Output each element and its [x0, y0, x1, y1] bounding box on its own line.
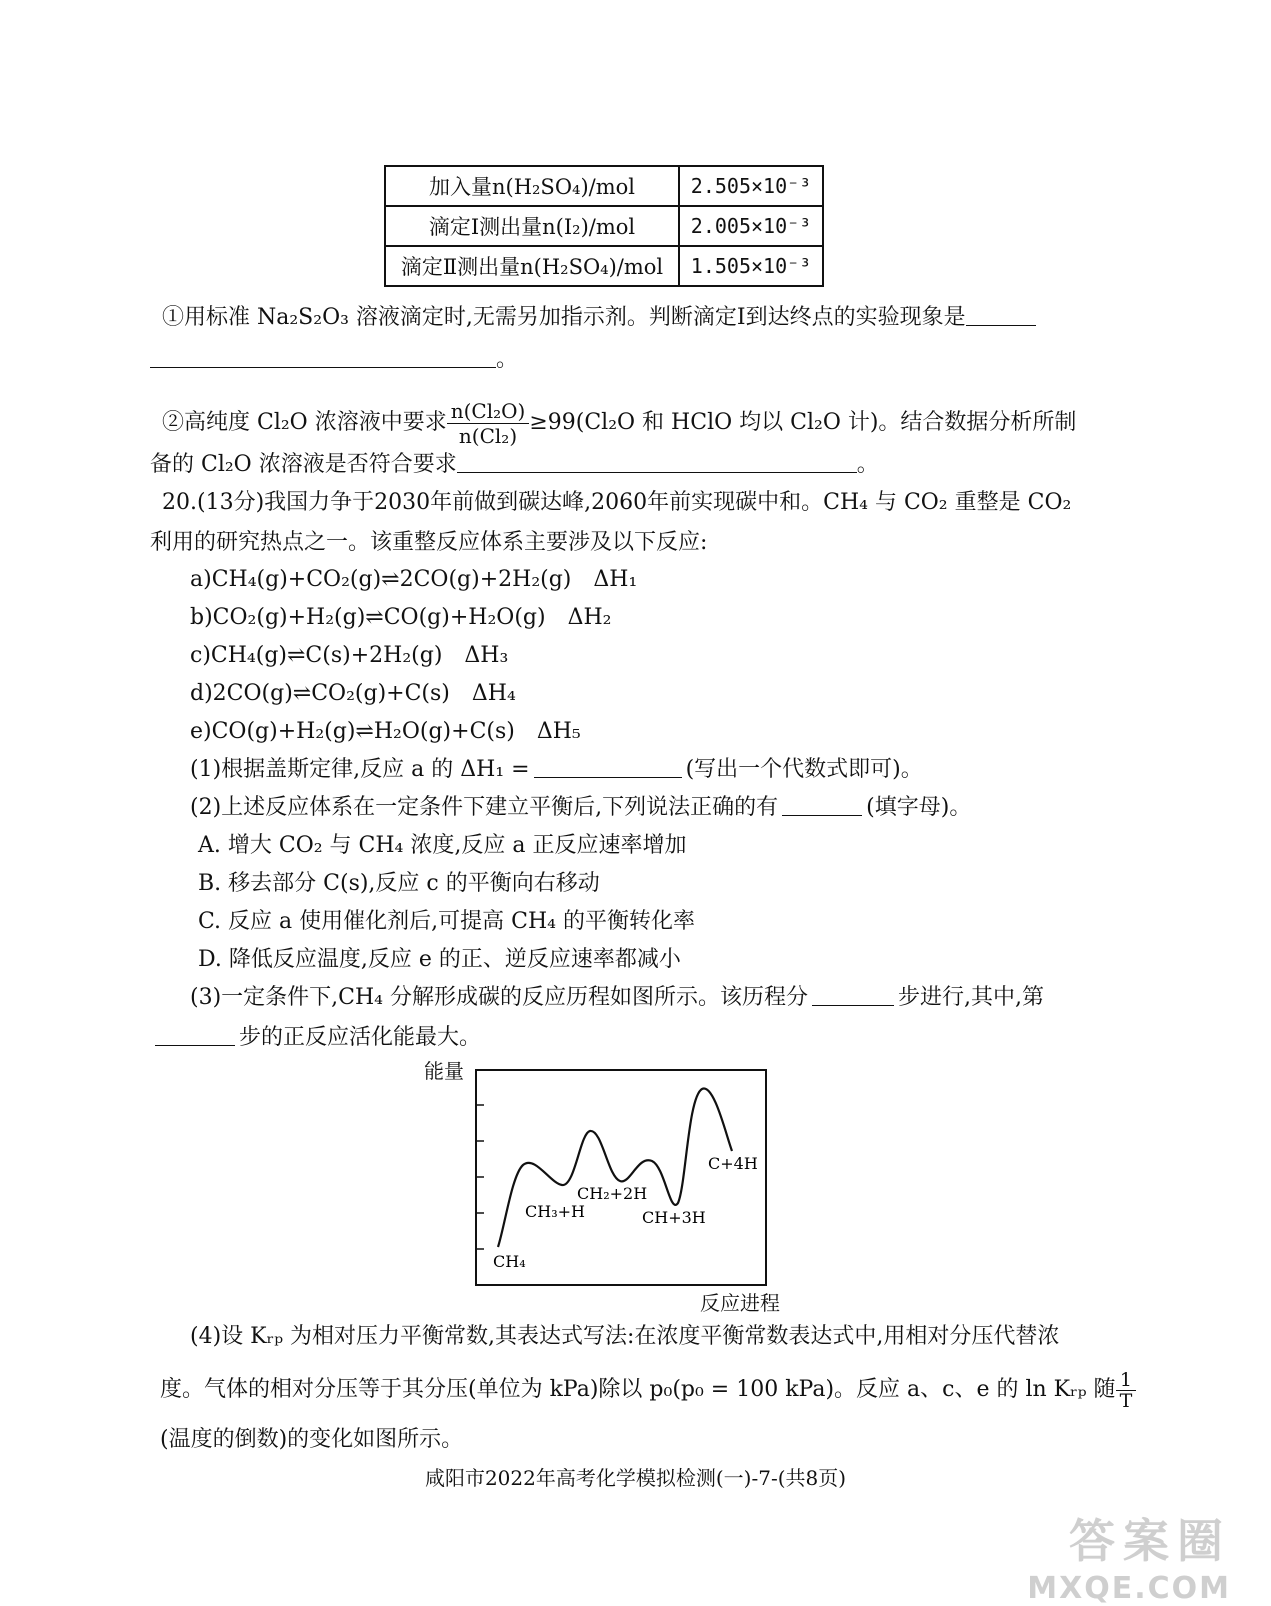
table-cell-value: 2.505×10⁻³ [679, 166, 823, 206]
q20-sub3-text-b: 步进行,其中,第 [898, 985, 1044, 1010]
period: 。 [496, 347, 519, 372]
q19-part2 [162, 398, 1076, 448]
label-ch3-h: CH₃+H [525, 1202, 585, 1221]
q20-sub2-text-b: (填字母)。 [866, 795, 972, 820]
q20-sub1-text-b: (写出一个代数式即可)。 [685, 757, 923, 782]
q19-part1 [162, 303, 1036, 333]
q20-sub2 [190, 793, 971, 823]
q20-sub4-line2 [160, 1368, 1136, 1412]
watermark-url: MXQE.COM [1027, 1571, 1231, 1606]
q19-part2-text-b: ≥99(Cl₂O 和 HClO 均以 Cl₂O 计)。结合数据分析所制 [529, 410, 1077, 435]
q20-intro-line2: 利用的研究热点之一。该重整反应体系主要涉及以下反应: [150, 530, 708, 555]
watermark-text: 答案圈 [1069, 1514, 1231, 1568]
data-table [384, 165, 824, 287]
reaction-d: d)2CO(g)⇌CO₂(g)+C(s) ΔH₄ [190, 681, 516, 706]
answer-blank[interactable] [812, 983, 894, 1006]
q20-sub4-line1: (4)设 Kᵣₚ 为相对压力平衡常数,其表达式写法:在浓度平衡常数表达式中,用相对分压代替浓 [190, 1324, 1060, 1349]
answer-blank[interactable] [782, 793, 862, 816]
q20-sub4-text-b: 度。气体的相对分压等于其分压(单位为 kPa)除以 p₀(p₀ = 100 kPa)。反应 a、c、e 的 ln Kᵣₚ 随 [160, 1377, 1116, 1402]
fraction-numerator: n(Cl₂O) [447, 399, 530, 424]
option-a: A. 增大 CO₂ 与 CH₄ 浓度,反应 a 正反应速率增加 [198, 833, 687, 858]
label-ch2-2h: CH₂+2H [577, 1184, 648, 1203]
label-c-4h: C+4H [708, 1154, 758, 1173]
label-ch-3h: CH+3H [642, 1208, 706, 1227]
inverse-temperature-fraction [1116, 1370, 1137, 1411]
answer-blank[interactable] [150, 345, 496, 368]
watermark-logo [1027, 1505, 1231, 1606]
q19-part2-cont [150, 450, 879, 480]
q19-part1-cont [150, 345, 518, 375]
option-b: B. 移去部分 C(s),反应 c 的平衡向右移动 [198, 871, 600, 896]
table-cell-label: 加入量n(H₂SO₄)/mol [385, 166, 679, 206]
table-cell-value: 2.005×10⁻³ [679, 206, 823, 246]
period: 。 [856, 452, 879, 477]
diagram-x-label: 反应进程 [700, 1291, 780, 1315]
answer-blank[interactable] [457, 450, 857, 473]
q20-sub3-text-c: 步的正反应活化能最大。 [239, 1025, 482, 1050]
q19-part2-text-c: 备的 Cl₂O 浓溶液是否符合要求 [150, 452, 457, 477]
table-cell-label: 滴定Ⅱ测出量n(H₂SO₄)/mol [385, 246, 679, 286]
reaction-b: b)CO₂(g)+H₂(g)⇌CO(g)+H₂O(g) ΔH₂ [190, 605, 612, 630]
fraction-denominator: n(Cl₂) [458, 423, 518, 448]
fraction-numerator: 1 [1116, 1370, 1137, 1391]
table-cell-value: 1.505×10⁻³ [679, 246, 823, 286]
table-row [385, 206, 823, 246]
option-c: C. 反应 a 使用催化剂后,可提高 CH₄ 的平衡转化率 [198, 909, 695, 934]
table-row [385, 246, 823, 286]
answer-blank[interactable] [966, 303, 1036, 326]
option-d: D. 降低反应温度,反应 e 的正、逆反应速率都减小 [198, 947, 681, 972]
table-row [385, 166, 823, 206]
label-ch4: CH₄ [493, 1252, 526, 1271]
energy-diagram [380, 1055, 820, 1315]
reaction-e: e)CO(g)+H₂(g)⇌H₂O(g)+C(s) ΔH₅ [190, 719, 581, 744]
fraction-denominator: T [1119, 1389, 1133, 1412]
ratio-fraction [447, 399, 530, 448]
reaction-c: c)CH₄(g)⇌C(s)+2H₂(g) ΔH₃ [190, 643, 509, 668]
q20-sub3 [190, 983, 1044, 1013]
energy-diagram-svg [380, 1055, 820, 1315]
q20-sub3-cont [155, 1023, 481, 1053]
q19-part2-text-a: ②高纯度 Cl₂O 浓溶液中要求 [162, 410, 447, 435]
q19-part1-text: ①用标准 Na₂S₂O₃ 溶液滴定时,无需另加指示剂。判断滴定Ⅰ到达终点的实验现象是 [162, 305, 966, 330]
answer-blank[interactable] [155, 1023, 235, 1046]
table-cell-label: 滴定Ⅰ测出量n(I₂)/mol [385, 206, 679, 246]
answer-blank[interactable] [534, 755, 682, 778]
q20-sub2-text-a: (2)上述反应体系在一定条件下建立平衡后,下列说法正确的有 [190, 795, 779, 820]
q20-sub4-line3: (温度的倒数)的变化如图所示。 [160, 1427, 464, 1452]
q20-sub1 [190, 755, 923, 785]
page-footer: 咸阳市2022年高考化学模拟检测(一)-7-(共8页) [424, 1466, 847, 1490]
q20-sub1-text-a: (1)根据盖斯定律,反应 a 的 ΔH₁ = [190, 757, 530, 782]
q20-intro-line1: 20.(13分)我国力争于2030年前做到碳达峰,2060年前实现碳中和。CH₄ 与 CO₂ 重整是 CO₂ [162, 490, 1072, 515]
reaction-a: a)CH₄(g)+CO₂(g)⇌2CO(g)+2H₂(g) ΔH₁ [190, 567, 638, 592]
diagram-y-label: 能量 [424, 1059, 464, 1083]
q20-sub3-text-a: (3)一定条件下,CH₄ 分解形成碳的反应历程如图所示。该历程分 [190, 985, 808, 1010]
